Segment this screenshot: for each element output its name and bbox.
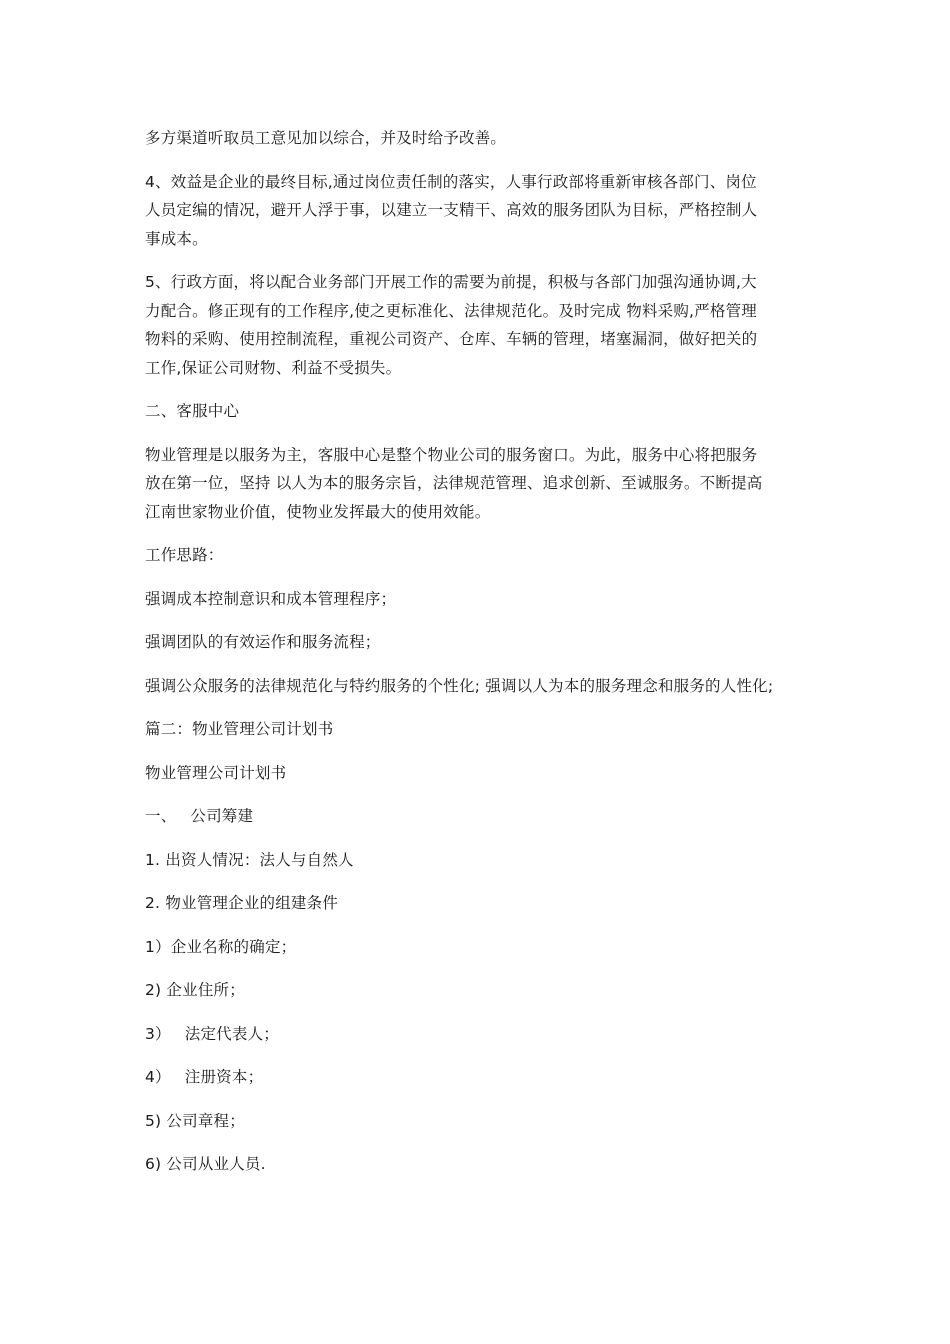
sub-list-item	[145, 1063, 825, 1092]
paragraph-item-4	[145, 168, 825, 254]
text-line: 物料的采购、使用控制流程，重视公司资产、仓库、车辆的管理，堵塞漏洞，做好把关的	[145, 330, 758, 348]
sub-list-text: 法定代表人；	[184, 1024, 279, 1043]
text-line: 放在第一位，坚持 以人为本的服务宗旨，法律规范管理、追求创新、至诚服务。不断提高	[145, 474, 763, 492]
text-line: 5、行政方面，将以配合业务部门开展工作的需要为前提，积极与各部门加强沟通协调,大	[145, 273, 757, 291]
paragraph-feedback	[145, 124, 825, 153]
text-line: 江南世家物业价值，使物业发挥最大的使用效能。	[145, 502, 491, 521]
document-title: 物业管理公司计划书	[145, 763, 287, 782]
chapter-heading: 篇二：物业管理公司计划书	[145, 720, 334, 738]
sub-list-item	[145, 1020, 825, 1049]
sub-list-number: 4）	[145, 1068, 171, 1086]
sub-list-item: 6) 公司从业人员.	[145, 1155, 266, 1173]
work-idea-item: 强调团队的有效运作和服务流程；	[145, 633, 381, 651]
text-line: 多方渠道听取员工意见加以综合，并及时给予改善。	[145, 129, 507, 147]
paragraph-customer-service	[145, 441, 825, 527]
part-title: 公司筹建	[190, 807, 254, 825]
sub-list-item: 5) 公司章程；	[145, 1111, 245, 1130]
text-line: 4、效益是企业的最终目标,通过岗位责任制的落实，人事行政部将重新审核各部门、岗位	[145, 172, 757, 191]
text-line: 力配合。修正现有的工作程序,使之更标准化、法律规范化。及时完成 物料采购,严格管理	[145, 301, 757, 320]
work-idea-heading: 工作思路：	[145, 546, 224, 564]
document-page	[145, 124, 825, 1194]
part-number: 一、	[145, 807, 177, 825]
sub-list-item: 2) 企业住所；	[145, 981, 245, 999]
work-idea-item: 强调公众服务的法律规范化与特约服务的个性化; 强调以人为本的服务理念和服务的人性化;	[145, 676, 774, 695]
text-line: 人员定编的情况，避开人浮于事，以建立一支精干、高效的服务团队为目标，严格控制人	[145, 201, 758, 219]
list-item: 1. 出资人情况：法人与自然人	[145, 850, 354, 869]
text-line: 工作,保证公司财物、利益不受损失。	[145, 358, 402, 377]
list-item: 2. 物业管理企业的组建条件	[145, 894, 339, 912]
part-heading	[145, 802, 825, 831]
text-line: 物业管理是以服务为主，客服中心是整个物业公司的服务窗口。为此，服务中心将把服务	[145, 445, 758, 464]
sub-list-text: 注册资本；	[184, 1068, 264, 1086]
work-idea-item: 强调成本控制意识和成本管理程序；	[145, 589, 397, 608]
section-heading-customer-service: 二、客服中心	[145, 402, 240, 420]
sub-list-number: 3）	[145, 1024, 171, 1043]
sub-list-item: 1）企业名称的确定；	[145, 937, 297, 956]
text-line: 事成本。	[145, 229, 208, 248]
paragraph-item-5	[145, 268, 825, 382]
